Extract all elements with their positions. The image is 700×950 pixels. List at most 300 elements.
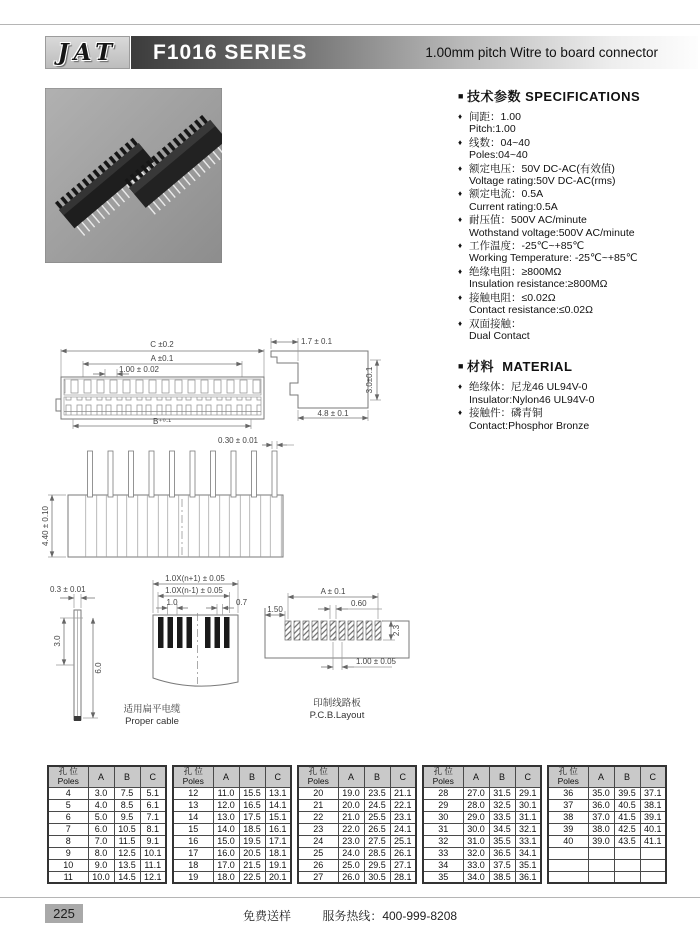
- diamond-bullet-icon: ♦: [458, 408, 463, 418]
- table-cell: 4.0: [88, 799, 114, 811]
- pcb-caption-cn: 印制线路板: [313, 698, 361, 709]
- footer-hotline: 服务热线：400-999-8208: [322, 909, 458, 923]
- table-cell: 27.0: [463, 787, 489, 799]
- material-cn: 绝缘体：尼龙46 UL94V-0: [469, 381, 588, 394]
- table-cell: 22.1: [390, 799, 416, 811]
- table-cell: 39.5: [614, 787, 640, 799]
- table-cell: 25.0: [338, 859, 364, 871]
- table-cell: 38.1: [640, 799, 666, 811]
- series-subtitle: 1.00mm pitch Witre to board connector: [425, 45, 658, 60]
- table-row: [298, 847, 416, 859]
- spec-item-voltage: [458, 163, 700, 188]
- table-cell: 10.1: [140, 847, 166, 859]
- table-cell: [640, 847, 666, 859]
- table-cell: 18.1: [265, 847, 291, 859]
- table-cell: 13.5: [114, 859, 140, 871]
- spec-cn: 绝缘电阻：≥800MΩ: [469, 265, 562, 278]
- table-cell: 9.5: [114, 811, 140, 823]
- col-header-b: B: [364, 766, 390, 787]
- col-header-a: A: [338, 766, 364, 787]
- table-cell: 41.1: [640, 835, 666, 847]
- table-cell: [588, 847, 614, 859]
- col-header-a: A: [213, 766, 239, 787]
- table-cell: 23.1: [390, 811, 416, 823]
- product-photo: [45, 88, 222, 263]
- footer-divider: [0, 897, 700, 898]
- table-cell: 36.5: [489, 847, 515, 859]
- table-cell: 38.5: [489, 871, 515, 883]
- diamond-bullet-icon: ♦: [458, 266, 463, 276]
- dim-label-0-3: 0.3 ± 0.01: [50, 585, 86, 594]
- table-cell: 34.1: [515, 847, 541, 859]
- table-cell: 32.5: [489, 799, 515, 811]
- pcb-caption-en: P.C.B.Layout: [309, 710, 365, 721]
- table-cell: 26.1: [390, 847, 416, 859]
- table-cell: 9.1: [140, 835, 166, 847]
- dim-label-1-00: 1.00 ± 0.05: [356, 657, 396, 666]
- table-row: [298, 811, 416, 823]
- table-cell: 23: [298, 823, 338, 835]
- table-cell: 37.0: [588, 811, 614, 823]
- diamond-bullet-icon: ♦: [458, 318, 463, 328]
- table-cell: 33.5: [489, 811, 515, 823]
- table-cell: 29.0: [463, 811, 489, 823]
- dim-label-c: C ±0.2: [150, 340, 174, 349]
- table-cell: 24.1: [390, 823, 416, 835]
- table-cell: 27: [298, 871, 338, 883]
- table-cell: 14.0: [213, 823, 239, 835]
- table-row: [48, 847, 166, 859]
- col-header-poles: 孔 位 Poles: [173, 766, 213, 787]
- spec-item-withstand-voltage: [458, 214, 700, 239]
- table-cell: 7.5: [114, 787, 140, 799]
- table-cell: 19.0: [338, 787, 364, 799]
- table-cell: [614, 859, 640, 871]
- spec-item-current: [458, 188, 700, 213]
- dim-label-0-60: 0.60: [351, 599, 367, 608]
- dim-label-3-0: 3.0±0.1: [365, 366, 374, 394]
- table-cell: 38.0: [588, 823, 614, 835]
- table-cell: 38: [548, 811, 588, 823]
- spec-item-poles: [458, 137, 700, 162]
- table-cell: 3.0: [88, 787, 114, 799]
- table-row: [548, 811, 666, 823]
- table-cell: 21.5: [239, 859, 265, 871]
- material-title: ■ 材料 MATERIAL: [458, 359, 573, 375]
- table-cell: 25.5: [364, 811, 390, 823]
- table-row: [48, 787, 166, 799]
- table-cell: 30.5: [364, 871, 390, 883]
- table-row: [173, 823, 291, 835]
- table-cell: [548, 871, 588, 883]
- cable-caption-en: Proper cable: [125, 716, 179, 727]
- table-row: [173, 787, 291, 799]
- table-cell: 26: [298, 859, 338, 871]
- table-cell: 10: [48, 859, 88, 871]
- specifications-section: [458, 86, 700, 433]
- table-cell: 14: [173, 811, 213, 823]
- col-header-poles: 孔 位 Poles: [298, 766, 338, 787]
- table-cell: 40: [548, 835, 588, 847]
- dim-label-2-3: 2.3: [392, 624, 401, 637]
- spec-item-dual-contact: [458, 318, 700, 343]
- table-row: [173, 847, 291, 859]
- spec-cn: 额定电压：50V DC-AC(有效值): [469, 162, 615, 175]
- dim-label-3: 3.0: [53, 635, 62, 647]
- table-cell: 16: [173, 835, 213, 847]
- table-row: [173, 811, 291, 823]
- table-cell: 5: [48, 799, 88, 811]
- table-cell: [614, 847, 640, 859]
- table-row: [48, 835, 166, 847]
- table-cell: 17.5: [239, 811, 265, 823]
- brand-logo: [45, 36, 130, 69]
- table-cell: 34.5: [489, 823, 515, 835]
- table-cell: 12.1: [140, 871, 166, 883]
- poles-table-1: [47, 765, 167, 884]
- dim-label-n-minus-1: 1.0X(n-1) ± 0.05: [165, 586, 223, 595]
- drawing-proper-cable: [48, 570, 263, 728]
- table-row: [48, 799, 166, 811]
- table-cell: 28.5: [364, 847, 390, 859]
- table-cell: 10.0: [88, 871, 114, 883]
- material-item-contact: [458, 407, 700, 432]
- table-cell: 20: [298, 787, 338, 799]
- table-cell: 24.0: [338, 847, 364, 859]
- table-cell: 15.5: [239, 787, 265, 799]
- table-cell: 13.1: [265, 787, 291, 799]
- table-row: [173, 871, 291, 883]
- material-en: Contact:Phosphor Bronze: [469, 419, 590, 432]
- table-cell: 29: [423, 799, 463, 811]
- material-en: Insulator:Nylon46 UL94V-0: [469, 393, 595, 406]
- top-divider: [0, 24, 700, 25]
- table-cell: 6.0: [88, 823, 114, 835]
- table-cell: [548, 859, 588, 871]
- table-cell: 15.1: [265, 811, 291, 823]
- table-row: [298, 859, 416, 871]
- table-cell: 20.5: [239, 847, 265, 859]
- col-header-c: C: [390, 766, 416, 787]
- table-cell: 35: [423, 871, 463, 883]
- col-header-b: B: [114, 766, 140, 787]
- table-row: [423, 835, 541, 847]
- footer-free-sample: 免费送样: [242, 909, 291, 923]
- table-cell: 35.1: [515, 859, 541, 871]
- table-cell: 11.0: [213, 787, 239, 799]
- poles-table-5: [547, 765, 667, 884]
- table-cell: 5.1: [140, 787, 166, 799]
- dimension-tables: [47, 765, 667, 884]
- table-cell: 31.5: [489, 787, 515, 799]
- table-row: [548, 787, 666, 799]
- spec-cn: 间距：1.00: [469, 111, 521, 123]
- table-cell: 43.5: [614, 835, 640, 847]
- spec-item-temperature: [458, 240, 700, 265]
- table-cell: 7: [48, 823, 88, 835]
- table-row: [548, 799, 666, 811]
- table-cell: 8.0: [88, 847, 114, 859]
- table-cell: 19.5: [239, 835, 265, 847]
- table-cell: 36.0: [588, 799, 614, 811]
- table-cell: 39: [548, 823, 588, 835]
- table-cell: 22.5: [239, 871, 265, 883]
- table-row: [423, 811, 541, 823]
- table-cell: 15: [173, 823, 213, 835]
- table-cell: 8.1: [140, 823, 166, 835]
- table-cell: 8: [48, 835, 88, 847]
- table-cell: 37.1: [640, 787, 666, 799]
- col-header-c: C: [265, 766, 291, 787]
- table-row: [423, 787, 541, 799]
- table-cell: 30: [423, 811, 463, 823]
- table-cell: 6.1: [140, 799, 166, 811]
- table-cell: [588, 859, 614, 871]
- table-cell: 28.1: [390, 871, 416, 883]
- table-cell: 33.1: [515, 835, 541, 847]
- table-cell: [640, 859, 666, 871]
- spec-cn: 耐压值：500V AC/minute: [469, 214, 587, 227]
- col-header-c: C: [140, 766, 166, 787]
- table-row: [173, 835, 291, 847]
- square-bullet-icon: ■: [458, 91, 464, 101]
- spec-en: Pitch:1.00: [469, 123, 516, 136]
- table-row: [548, 871, 666, 883]
- poles-table-4: [422, 765, 542, 884]
- spec-cn: 额定电流：0.5A: [469, 188, 544, 201]
- table-cell: 12.0: [213, 799, 239, 811]
- table-row: [298, 823, 416, 835]
- col-header-c: C: [640, 766, 666, 787]
- table-cell: 22: [298, 811, 338, 823]
- table-cell: 36.1: [515, 871, 541, 883]
- spec-item-insulation-resistance: [458, 266, 700, 291]
- table-cell: 10.5: [114, 823, 140, 835]
- table-row: [298, 835, 416, 847]
- table-row: [548, 847, 666, 859]
- dim-label-0-7: 0.7: [236, 598, 248, 607]
- table-row: [423, 847, 541, 859]
- table-cell: 21.1: [390, 787, 416, 799]
- table-cell: 16.5: [239, 799, 265, 811]
- spec-en: Dual Contact: [469, 329, 530, 342]
- col-header-a: A: [588, 766, 614, 787]
- table-cell: 12.5: [114, 847, 140, 859]
- table-cell: 23.0: [338, 835, 364, 847]
- table-cell: 17.1: [265, 835, 291, 847]
- page-number-badge: 225: [45, 904, 83, 923]
- table-cell: 31.0: [463, 835, 489, 847]
- table-cell: 28.0: [463, 799, 489, 811]
- table-cell: 42.5: [614, 823, 640, 835]
- table-cell: 11.5: [114, 835, 140, 847]
- dim-label-b: B⁺⁰·¹: [152, 417, 172, 426]
- table-cell: 34: [423, 859, 463, 871]
- table-row: [423, 799, 541, 811]
- table-cell: 5.0: [88, 811, 114, 823]
- table-cell: 16.1: [265, 823, 291, 835]
- dim-label-6: 6.0: [94, 662, 103, 674]
- diamond-bullet-icon: ♦: [458, 189, 463, 199]
- spec-en: Voltage rating:50V DC-AC(rms): [469, 175, 616, 188]
- spec-cn: 工作温度：-25℃~+85℃: [469, 240, 585, 253]
- table-row: [298, 799, 416, 811]
- dim-label-1-0: 1.0: [166, 598, 178, 607]
- spec-cn: 双面接触：: [469, 317, 522, 330]
- col-header-poles: 孔 位 Poles: [423, 766, 463, 787]
- table-cell: 37.5: [489, 859, 515, 871]
- poles-table-3: [297, 765, 417, 884]
- table-cell: 20.0: [338, 799, 364, 811]
- col-header-a: A: [88, 766, 114, 787]
- table-cell: 31.1: [515, 811, 541, 823]
- table-cell: 32: [423, 835, 463, 847]
- table-cell: [588, 871, 614, 883]
- table-row: [548, 835, 666, 847]
- drawing-side-view: [268, 333, 386, 425]
- table-cell: 30.0: [463, 823, 489, 835]
- col-header-a: A: [463, 766, 489, 787]
- specifications-title: ■ 技术参数 SPECIFICATIONS: [458, 89, 641, 104]
- drawing-top-view: [55, 331, 270, 431]
- table-cell: 29.5: [364, 859, 390, 871]
- table-cell: 18: [173, 859, 213, 871]
- dim-label-1-50: 1.50: [267, 605, 283, 614]
- material-cn: 接触件：磷青铜: [469, 407, 543, 420]
- diamond-bullet-icon: ♦: [458, 137, 463, 147]
- table-cell: 9: [48, 847, 88, 859]
- spec-item-contact-resistance: [458, 292, 700, 317]
- table-cell: 32.0: [463, 847, 489, 859]
- col-header-c: C: [515, 766, 541, 787]
- table-row: [48, 871, 166, 883]
- table-cell: 39.0: [588, 835, 614, 847]
- col-header-b: B: [489, 766, 515, 787]
- brand-logo-text: JAT: [57, 39, 118, 66]
- page-title: F1016 SERIES: [153, 40, 308, 64]
- table-cell: 40.1: [640, 823, 666, 835]
- table-cell: 15.0: [213, 835, 239, 847]
- col-header-b: B: [614, 766, 640, 787]
- drawing-front-view: [40, 437, 295, 572]
- table-cell: 27.1: [390, 859, 416, 871]
- dim-label-4-8: 4.8 ± 0.1: [317, 409, 349, 418]
- table-cell: 13: [173, 799, 213, 811]
- table-row: [423, 871, 541, 883]
- dim-label-pitch: 1.00 ± 0.02: [119, 365, 159, 374]
- table-cell: 18.0: [213, 871, 239, 883]
- table-cell: 14.5: [114, 871, 140, 883]
- table-cell: 35.5: [489, 835, 515, 847]
- table-cell: 26.5: [364, 823, 390, 835]
- table-cell: 36: [548, 787, 588, 799]
- spec-cn: 接触电阻：≤0.02Ω: [469, 291, 556, 304]
- col-header-poles: 孔 位 Poles: [548, 766, 588, 787]
- table-cell: [614, 871, 640, 883]
- dim-label-n-plus-1: 1.0X(n+1) ± 0.05: [165, 574, 225, 583]
- table-row: [548, 859, 666, 871]
- table-cell: 23.5: [364, 787, 390, 799]
- dim-label-0-30: 0.30 ± 0.01: [218, 436, 258, 445]
- spec-cn: 线数：04~40: [469, 136, 530, 149]
- material-item-insulator: [458, 381, 700, 406]
- table-cell: 32.1: [515, 823, 541, 835]
- col-header-poles: 孔 位 Poles: [48, 766, 88, 787]
- square-bullet-icon: ■: [458, 361, 464, 372]
- table-cell: 21.0: [338, 811, 364, 823]
- table-cell: 34.0: [463, 871, 489, 883]
- table-cell: 21: [298, 799, 338, 811]
- dim-label-pcb-a: A ± 0.1: [320, 587, 346, 596]
- table-row: [423, 859, 541, 871]
- table-cell: 25: [298, 847, 338, 859]
- table-cell: 31: [423, 823, 463, 835]
- table-cell: 19: [173, 871, 213, 883]
- dim-label-1-7: 1.7 ± 0.1: [301, 337, 333, 346]
- diamond-bullet-icon: ♦: [458, 382, 463, 392]
- table-cell: 29.1: [515, 787, 541, 799]
- spec-en: Poles:04~40: [469, 149, 528, 162]
- table-cell: 39.1: [640, 811, 666, 823]
- table-cell: 22.0: [338, 823, 364, 835]
- table-cell: 12: [173, 787, 213, 799]
- poles-table-2: [172, 765, 292, 884]
- diamond-bullet-icon: ♦: [458, 292, 463, 302]
- table-cell: 27.5: [364, 835, 390, 847]
- table-cell: 18.5: [239, 823, 265, 835]
- table-row: [173, 859, 291, 871]
- table-row: [48, 811, 166, 823]
- table-cell: 8.5: [114, 799, 140, 811]
- spec-item-pitch: [458, 111, 700, 136]
- table-cell: 28: [423, 787, 463, 799]
- table-cell: 11.1: [140, 859, 166, 871]
- table-cell: 25.1: [390, 835, 416, 847]
- table-row: [298, 871, 416, 883]
- table-cell: 6: [48, 811, 88, 823]
- table-cell: 14.1: [265, 799, 291, 811]
- table-cell: 20.1: [265, 871, 291, 883]
- table-cell: 17: [173, 847, 213, 859]
- spec-en: Insulation resistance:≥800MΩ: [469, 278, 608, 291]
- table-cell: 37: [548, 799, 588, 811]
- table-cell: 7.1: [140, 811, 166, 823]
- table-cell: 24: [298, 835, 338, 847]
- table-cell: 40.5: [614, 799, 640, 811]
- table-row: [423, 823, 541, 835]
- table-cell: 33.0: [463, 859, 489, 871]
- table-cell: 11: [48, 871, 88, 883]
- dim-label-a: A ±0.1: [150, 354, 174, 363]
- table-cell: 9.0: [88, 859, 114, 871]
- spec-en: Current rating:0.5A: [469, 200, 558, 213]
- footer-service-line: [0, 907, 700, 924]
- table-cell: 13.0: [213, 811, 239, 823]
- table-cell: 17.0: [213, 859, 239, 871]
- table-row: [173, 799, 291, 811]
- table-cell: 30.1: [515, 799, 541, 811]
- table-row: [548, 823, 666, 835]
- diamond-bullet-icon: ♦: [458, 215, 463, 225]
- table-cell: 41.5: [614, 811, 640, 823]
- table-row: [48, 823, 166, 835]
- drawing-pcb-layout: [252, 578, 442, 723]
- dim-label-4-40: 4.40 ± 0.10: [41, 506, 50, 546]
- table-cell: [548, 847, 588, 859]
- diamond-bullet-icon: ♦: [458, 241, 463, 251]
- table-cell: 33: [423, 847, 463, 859]
- diamond-bullet-icon: ♦: [458, 112, 463, 121]
